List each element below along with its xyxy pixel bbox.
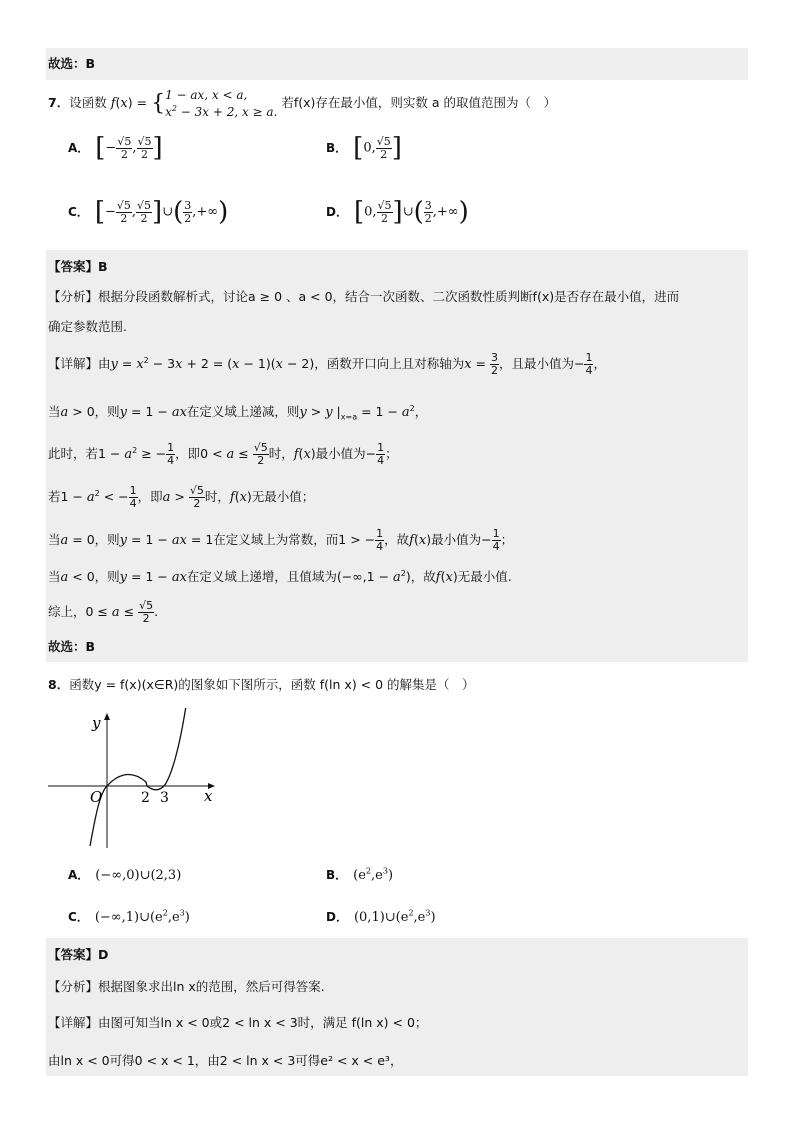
q8-analysis: 【分析】根据图象求出ln x的范围，然后可得答案. (48, 979, 325, 994)
q7-detail-5: 当a = 0，则y = 1 − ax = 1在定义域上为常数，而1 > − $\frac{1}{4}$ ，故f(x)最小值为− $\frac{1}{4}$ ； (48, 527, 514, 553)
q7-analysis: 【分析】根据分段函数解析式，讨论a ≥ 0 、a < 0，结合一次函数、二次函数性质判断f(x)是否存在最小值，进而 (48, 289, 680, 304)
q7-option-d[interactable]: D． [0, $\frac{√5}{2}$ ]∪( $\frac{3}{2}$ ,+∞) (326, 197, 469, 227)
q7-detail-4: 若$1 - a^2$ < − $\frac{1}{4}$ ，即a > $\frac{√5}{2}$ 时，f(x)无最小值； (48, 484, 315, 511)
q8-option-a[interactable]: A． (−∞,0)∪(2,3) (68, 868, 182, 883)
q7-detail-3: 此时，若$1 - a^2$ ≥ − $\frac{1}{4}$ ，即0 < a ≤ $\frac{√5}{2}$ 时，f(x)最小值为− $\frac{1}{4}$ ； (48, 441, 398, 468)
tick-label-2: 2 (141, 790, 150, 806)
q8-option-d[interactable]: D． $(0,1)\cup(e^2,e^3)$ (326, 908, 436, 925)
q7-analysis-cont: 确定参数范围. (48, 319, 127, 334)
q8-detail-cont: 由ln x < 0可得0 < x < 1，由2 < ln x < 3可得e² < x < e³， (48, 1053, 403, 1068)
q8-detail: 【详解】由图可知当ln x < 0或2 < ln x < 3时，满足 f(ln x) < 0； (48, 1015, 428, 1030)
prev-answer-block (46, 48, 748, 80)
function-curve (90, 708, 186, 846)
q8-answer: 【答案】D (48, 947, 109, 962)
tick-label-3: 3 (160, 790, 169, 806)
q8-option-b[interactable]: B． $(e^2,e^3)$ (326, 866, 394, 883)
prev-answer-end: 故选：B (48, 56, 96, 71)
function-graph (44, 708, 244, 858)
q7-stem: 7．设函数 f(x) = {1 − ax, x < a, $x^2 - 3x + 2$, x ≥ a. 若f(x)存在最小值，则实数 a 的取值范围为（ ） (48, 88, 557, 119)
q7-option-b[interactable]: B． [0, $\frac{√5}{2}$ ] (326, 133, 402, 163)
q7-stem-post: 若f(x)存在最小值，则实数 a 的取值范围为（ ） (281, 95, 557, 110)
q7-number: 7． (48, 95, 70, 110)
q7-detail-2: 当a > 0，则y = 1 − ax在定义域上递减，则y > y $|_{x=a} = 1 - a^2$， (48, 404, 428, 422)
q7-answer: 【答案】B (48, 259, 108, 274)
y-axis-label: y (92, 714, 101, 732)
q7-detail-6: 当a < 0，则y = 1 − ax在定义域上递增，且值域为$(-\infty,1 - a^2)$，故f(x)无最小值. (48, 569, 512, 586)
q7-option-c[interactable]: C． [− $\frac{√5}{2}$ , $\frac{√5}{2}$ ]∪( $\frac{3}{2}$ ,+∞) (68, 197, 229, 227)
x-axis-label: x (204, 787, 213, 805)
q8-option-c[interactable]: C． $(-\infty,1)\cup(e^2,e^3)$ (68, 908, 190, 925)
q8-number: 8． (48, 677, 70, 692)
q7-end: 故选：B (48, 639, 96, 654)
q7-detail-7: 综上，0 ≤ a ≤ $\frac{√5}{2}$ . (48, 599, 159, 625)
q8-stem (48, 676, 475, 694)
q7-stem-pre: 设函数 (69, 95, 107, 110)
q7-option-a[interactable]: A． [− $\frac{√5}{2}$ , $\frac{√5}{2}$ ] (68, 133, 163, 163)
q7-detail-1: 【详解】由$y = x^2 - 3x + 2 = (x - 1)(x - 2)$，函数开口向上且对称轴为x = $\frac{3}{2}$ ，且最小值为− $\frac{1}{4}$ ， (48, 351, 606, 378)
q8-stem-text: 函数y = f(x)(x∈R)的图象如下图所示，函数 f(ln x) < 0 的解集是（ ） (69, 677, 475, 692)
origin-label: O (90, 788, 103, 806)
